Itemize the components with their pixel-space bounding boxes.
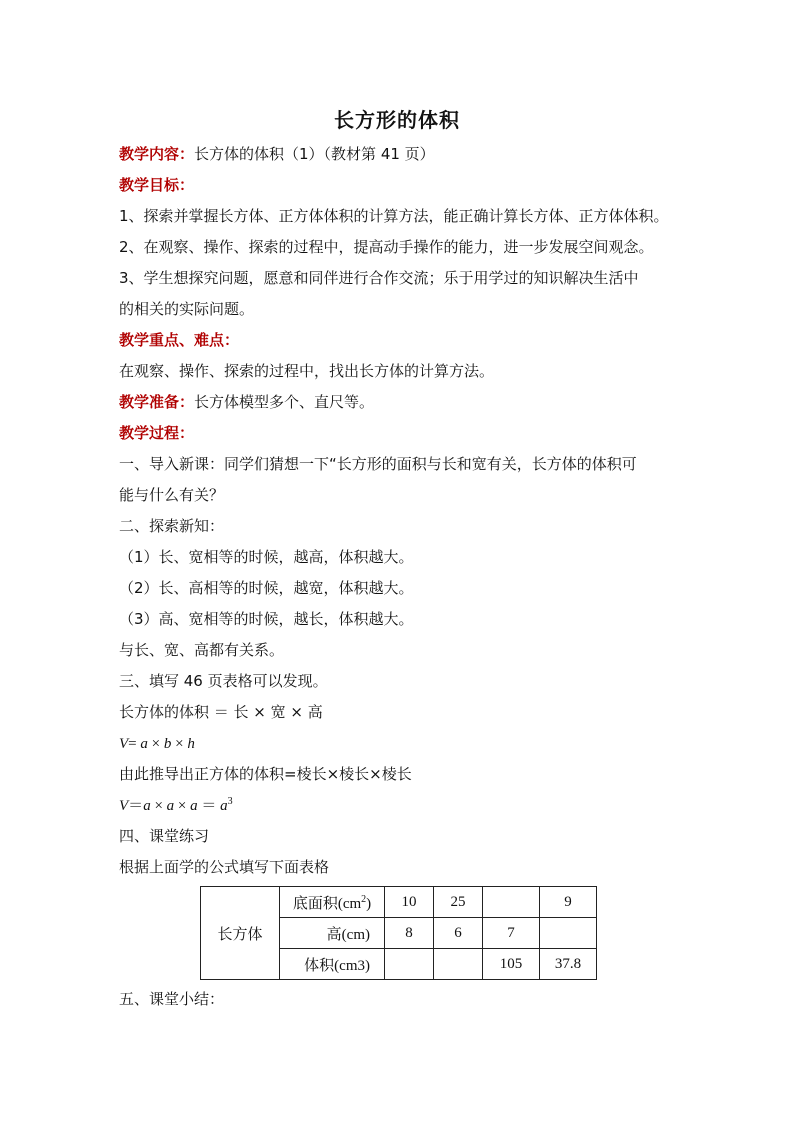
practice-note: 根据上面学的公式填写下面表格 (119, 858, 330, 876)
teaching-prep-label: 教学准备： (119, 393, 195, 411)
process-line-5: （2）长、高相等的时候，越宽，体积越大。 (119, 579, 414, 597)
summary-heading: 五、课堂小结： (119, 990, 225, 1008)
key-points-label: 教学重点、难点： (119, 331, 240, 349)
process-line-6: （3）高、宽相等的时候，越长，体积越大。 (119, 610, 414, 628)
teaching-process-label: 教学过程： (119, 424, 195, 442)
derive-cube-volume: 由此推导出正方体的体积=棱长×棱长×棱长 (119, 765, 412, 783)
teaching-content-text: 长方体的体积（1）（教材第 41 页） (194, 145, 435, 163)
teaching-content-label: 教学内容： (119, 145, 195, 163)
teaching-prep-text: 长方体模型多个、直尺等。 (194, 393, 375, 411)
goal-item-2: 2、在观察、操作、探索的过程中，提高动手操作的能力，进一步发展空间观念。 (119, 238, 654, 256)
table-label-volume: 体积(cm3) (280, 949, 385, 980)
practice-heading: 四、课堂练习 (119, 827, 210, 845)
teaching-prep (119, 390, 374, 414)
process-line-7: 与长、宽、高都有关系。 (119, 641, 285, 659)
table-cell (540, 918, 597, 949)
goal-item-3: 3、学生想探究问题，愿意和同伴进行合作交流；乐于用学过的知识解决生活中 (119, 269, 639, 287)
goal-item-3-cont: 的相关的实际问题。 (119, 300, 255, 318)
table-cell: 25 (434, 887, 483, 918)
table-cell: 6 (434, 918, 483, 949)
process-line-8: 三、填写 46 页表格可以发现。 (119, 672, 328, 690)
table-row-header: 长方体 (201, 887, 280, 980)
process-line-4: （1）长、宽相等的时候，越高，体积越大。 (119, 548, 414, 566)
teaching-goals-label: 教学目标： (119, 176, 195, 194)
teaching-content (119, 142, 435, 166)
table-row (201, 887, 597, 918)
formula-cuboid: V= a × b × h (119, 736, 195, 752)
table-cell: 8 (385, 918, 434, 949)
document-title: 长方形的体积 (334, 108, 460, 132)
table-label-base-area: 底面积$(cm^2)$ (280, 887, 385, 918)
process-line-2: 能与什么有关？ (119, 486, 225, 504)
formula-cube: $V=a \times a \times a = a^3$ (119, 796, 233, 814)
process-line-3: 二、探索新知： (119, 517, 225, 535)
volume-table (200, 886, 597, 980)
table-cell: 9 (540, 887, 597, 918)
table-cell: 37.8 (540, 949, 597, 980)
key-points-text: 在观察、操作、探索的过程中，找出长方体的计算方法。 (119, 362, 495, 380)
table-cell (434, 949, 483, 980)
process-line-1: 一、导入新课：同学们猜想一下“长方形的面积与长和宽有关，长方体的体积可 (119, 455, 637, 473)
table-cell: 7 (483, 918, 540, 949)
table-cell (385, 949, 434, 980)
table-cell (483, 887, 540, 918)
table-label-height: 高(cm) (280, 918, 385, 949)
table-cell: 10 (385, 887, 434, 918)
process-line-9: 长方体的体积 ＝ 长 × 宽 × 高 (119, 703, 323, 721)
goal-item-1: 1、探索并掌握长方体、正方体体积的计算方法，能正确计算长方体、正方体体积。 (119, 207, 669, 225)
table-cell: 105 (483, 949, 540, 980)
